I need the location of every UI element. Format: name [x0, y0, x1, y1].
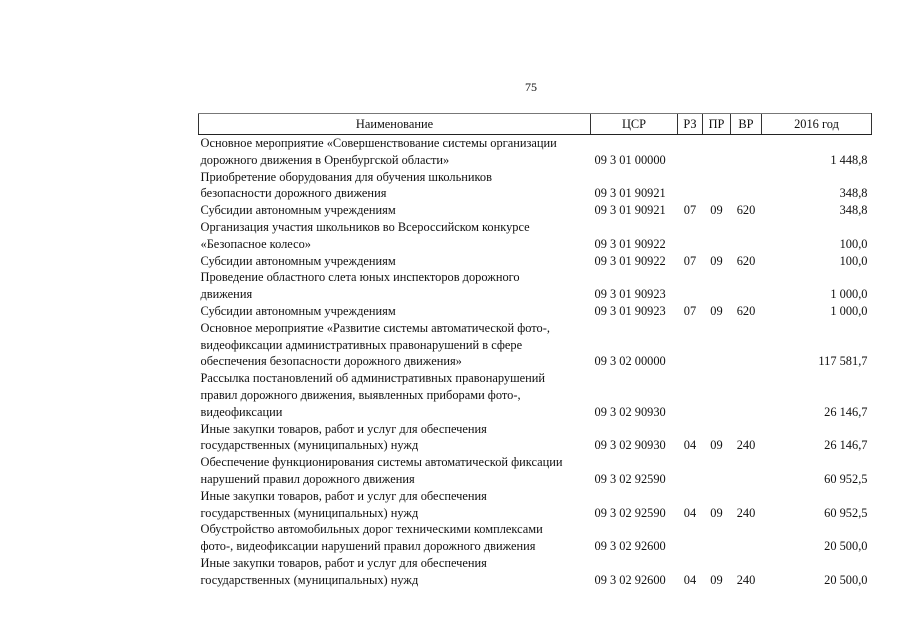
cell-name: Обеспечение функционирования системы автоматической фиксации нарушений правил дорожного движения [200, 455, 563, 486]
cell-name: Рассылка постановлений об административных правонарушений правил дорожного движения, выявленных приборами фото-, видеофиксации [200, 371, 546, 419]
header-name: Наименование [199, 114, 591, 135]
table-body [199, 135, 872, 589]
cell-vr [731, 320, 762, 370]
cell-vr: 240 [736, 505, 756, 520]
cell-amount: 117 581,7 [818, 354, 868, 369]
cell-csr: 09 3 01 90922 [594, 253, 666, 268]
cell-pr: 09 [710, 572, 723, 587]
cell-pr [703, 269, 731, 303]
header-csr: ЦСР [591, 114, 678, 135]
cell-rz [678, 269, 703, 303]
cell-name: Основное мероприятие «Развитие системы автоматической фото-, видеофиксации административных правонарушений в сфере обеспечения безопасности дорожного движения» [200, 320, 550, 369]
cell-vr: 620 [736, 253, 756, 268]
cell-amount: 26 146,7 [824, 438, 868, 453]
table-row [199, 320, 872, 370]
cell-pr: 09 [710, 438, 723, 453]
cell-amount: 348,8 [839, 203, 868, 218]
cell-csr: 09 3 02 00000 [594, 354, 666, 369]
table-row [199, 421, 872, 455]
cell-name: Основное мероприятие «Совершенствование системы организации дорожного движения в Оренбургской области» [200, 136, 557, 167]
cell-csr: 09 3 02 92600 [594, 539, 666, 554]
cell-name: Субсидии автономным учреждениям [200, 203, 396, 218]
cell-rz: 04 [683, 505, 697, 520]
cell-pr [703, 454, 731, 488]
cell-rz [678, 135, 703, 169]
cell-csr: 09 3 01 00000 [594, 152, 666, 167]
cell-csr: 09 3 01 90921 [594, 203, 666, 218]
cell-vr [731, 269, 762, 303]
cell-vr [731, 521, 762, 555]
cell-pr [703, 169, 731, 203]
cell-name: Иные закупки товаров, работ и услуг для обеспечения государственных (муниципальных) нужд [200, 488, 487, 520]
page-number: 75 [525, 80, 537, 94]
cell-amount: 20 500,0 [824, 572, 868, 587]
cell-vr: 620 [736, 203, 756, 218]
cell-vr: 240 [736, 438, 756, 453]
cell-pr: 09 [710, 253, 723, 268]
header-vr: ВР [731, 114, 762, 135]
cell-name: Субсидии автономным учреждениям [200, 253, 396, 268]
cell-pr: 09 [710, 203, 723, 218]
cell-csr: 09 3 01 90922 [594, 236, 666, 251]
table-row [199, 219, 872, 253]
cell-name: Субсидии автономным учреждениям [200, 303, 396, 318]
table-row [199, 370, 872, 420]
cell-rz: 07 [683, 203, 697, 218]
table-row [199, 269, 872, 303]
header-rz: РЗ [678, 114, 703, 135]
cell-rz [678, 219, 703, 253]
table-row [199, 303, 872, 320]
cell-amount: 60 952,5 [824, 471, 868, 486]
cell-name: Иные закупки товаров, работ и услуг для обеспечения государственных (муниципальных) нужд [200, 421, 487, 453]
cell-pr [703, 320, 731, 370]
cell-pr [703, 370, 731, 420]
cell-rz: 04 [683, 572, 697, 587]
cell-rz: 07 [683, 303, 697, 318]
table-row [199, 253, 872, 270]
cell-vr [731, 169, 762, 203]
table-row [199, 202, 872, 219]
budget-table [198, 113, 872, 589]
cell-name: Обустройство автомобильных дорог техническими комплексами фото-, видеофиксации нарушений правил дорожного движения [200, 522, 543, 554]
cell-vr [731, 219, 762, 253]
cell-rz: 07 [683, 253, 697, 268]
cell-vr [731, 135, 762, 169]
cell-csr: 09 3 02 92590 [594, 471, 666, 486]
cell-rz [678, 169, 703, 203]
cell-pr: 09 [710, 303, 723, 318]
table-row [199, 521, 872, 555]
cell-amount: 26 146,7 [824, 404, 868, 419]
cell-name: Проведение областного слета юных инспекторов дорожного движения [200, 270, 520, 302]
cell-amount: 100,0 [839, 236, 868, 251]
cell-rz [678, 521, 703, 555]
cell-pr [703, 219, 731, 253]
cell-name: Организация участия школьников во Всероссийском конкурсе «Безопасное колесо» [200, 219, 530, 251]
cell-vr [731, 454, 762, 488]
cell-vr: 620 [736, 303, 756, 318]
cell-amount: 100,0 [839, 253, 868, 268]
cell-amount: 1 448,8 [830, 152, 868, 167]
cell-csr: 09 3 01 90923 [594, 303, 666, 318]
cell-csr: 09 3 02 90930 [594, 438, 666, 453]
cell-pr [703, 135, 731, 169]
cell-rz [678, 454, 703, 488]
cell-amount: 60 952,5 [824, 505, 868, 520]
cell-rz [678, 320, 703, 370]
cell-amount: 1 000,0 [830, 303, 868, 318]
cell-csr: 09 3 01 90921 [594, 186, 666, 201]
header-year: 2016 год [762, 114, 872, 135]
cell-amount: 1 000,0 [830, 287, 868, 302]
table-header-row [199, 114, 872, 135]
table-row [199, 488, 872, 522]
table-row [199, 135, 872, 169]
cell-csr: 09 3 01 90923 [594, 287, 666, 302]
cell-name: Приобретение оборудования для обучения школьников безопасности дорожного движения [200, 169, 492, 201]
cell-amount: 20 500,0 [824, 539, 868, 554]
cell-vr [731, 370, 762, 420]
cell-csr: 09 3 02 92600 [594, 572, 666, 587]
header-pr: ПР [703, 114, 731, 135]
cell-csr: 09 3 02 92590 [594, 505, 666, 520]
cell-csr: 09 3 02 90930 [594, 404, 666, 419]
table-row [199, 169, 872, 203]
cell-pr: 09 [710, 505, 723, 520]
cell-amount: 348,8 [839, 186, 868, 201]
cell-rz [678, 370, 703, 420]
cell-vr: 240 [736, 572, 756, 587]
cell-pr [703, 521, 731, 555]
table-row [199, 555, 872, 589]
table-row [199, 454, 872, 488]
cell-rz: 04 [683, 438, 697, 453]
cell-name: Иные закупки товаров, работ и услуг для обеспечения государственных (муниципальных) нужд [200, 555, 487, 587]
